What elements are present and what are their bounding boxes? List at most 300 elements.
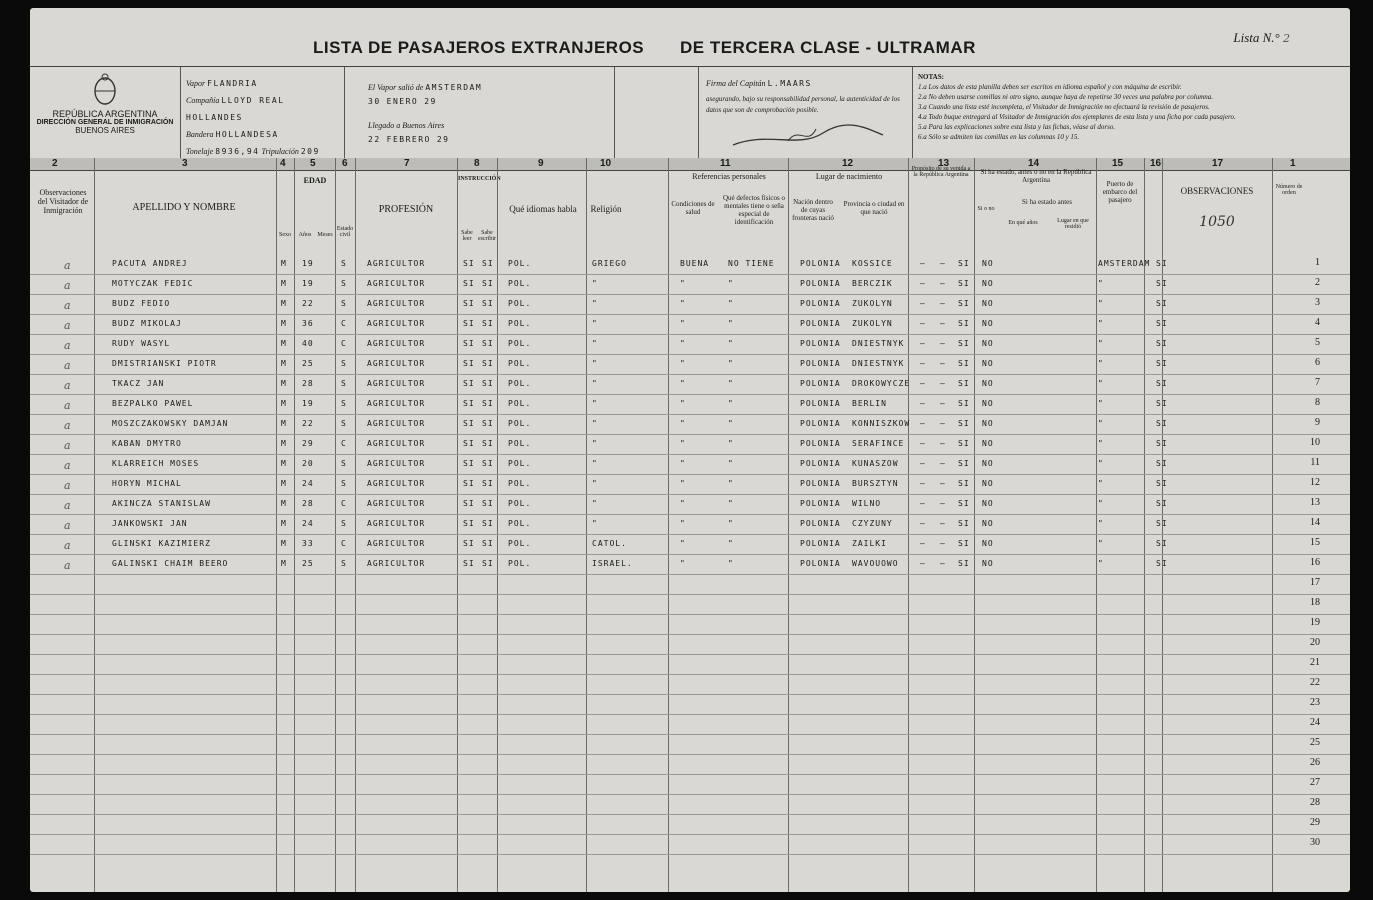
cell-civil: S <box>341 559 347 568</box>
cell-s2: SI <box>958 359 970 368</box>
cell-edad: 29 <box>302 439 314 448</box>
salio-dia: 30 <box>368 97 381 106</box>
hdr-si-no: Si o no <box>977 206 995 212</box>
hdr-religion: Religión <box>590 204 622 214</box>
hdr-puerto: Puerto de embarco del pasajero <box>1102 180 1138 204</box>
cell-prop: – <box>920 259 926 268</box>
cell-leer: SI <box>463 459 475 468</box>
hdr-estado-antes: Si ha estado, antes o no en la República Argentina <box>980 168 1092 184</box>
hdr-numero-orden: Número de orden <box>1275 184 1303 196</box>
cell-salud: " <box>680 499 686 508</box>
row-number: 19 <box>1310 617 1320 628</box>
cell-nacion: POLONIA <box>800 279 841 288</box>
nota-4: 4.a Todo buque entregará al Visitador de Inmigración dos ejemplares de esta lista y una ficha por cada pasajero. <box>918 113 1236 121</box>
cell-s2: SI <box>958 439 970 448</box>
tonelaje-label: Tonelaje <box>186 147 214 156</box>
cell-idioma: POL. <box>508 419 532 428</box>
cell-edad: 33 <box>302 539 314 548</box>
cell-prov: DNIESTNYK <box>852 359 905 368</box>
table-row <box>30 754 1350 775</box>
row-number: 30 <box>1310 837 1320 848</box>
cell-name: MOSZCZAKOWSKY DAMJAN <box>112 419 229 428</box>
col-num: 11 <box>720 158 731 169</box>
cell-edad: 19 <box>302 399 314 408</box>
cell-prop: – <box>920 359 926 368</box>
cell-puerto: " <box>1098 439 1104 448</box>
cell-prop: – <box>920 299 926 308</box>
hdr-nacion: Nación dentro de cuyas fronteras nació <box>792 198 834 222</box>
cell-edad: 28 <box>302 499 314 508</box>
cell-defectos: " <box>728 359 734 368</box>
table-row <box>30 514 1350 535</box>
cell-civil: S <box>341 419 347 428</box>
cell-nacion: POLONIA <box>800 379 841 388</box>
cell-prof: AGRICULTOR <box>367 499 426 508</box>
notes-block <box>912 67 1350 159</box>
table-row <box>30 374 1350 395</box>
cell-salud: " <box>680 479 686 488</box>
cell-defectos: " <box>728 279 734 288</box>
cell-name: JANKOWSKI JAN <box>112 519 188 528</box>
cell-relig: " <box>592 459 598 468</box>
row-number: 22 <box>1310 677 1320 688</box>
cell-c16: SI <box>1156 499 1168 508</box>
cell-name: RUDY WASYL <box>112 339 171 348</box>
cell-no: NO <box>982 479 994 488</box>
table-row <box>30 574 1350 595</box>
cell-leer: SI <box>463 299 475 308</box>
hdr-anos: Años <box>298 232 312 238</box>
row-number: 1 <box>1315 257 1320 268</box>
col-num: 1 <box>1290 158 1296 169</box>
cell-civil: C <box>341 319 347 328</box>
cell-idioma: POL. <box>508 479 532 488</box>
row-number: 2 <box>1315 277 1320 288</box>
cell-edad: 28 <box>302 379 314 388</box>
cell-relig: " <box>592 279 598 288</box>
cell-c16: SI <box>1156 479 1168 488</box>
cell-idioma: POL. <box>508 499 532 508</box>
cell-nacion: POLONIA <box>800 339 841 348</box>
col-num: 9 <box>538 158 544 169</box>
table-row <box>30 694 1350 715</box>
cell-name: BUDZ MIKOLAJ <box>112 319 182 328</box>
cell-escr: SI <box>482 439 494 448</box>
cell-no: NO <box>982 339 994 348</box>
table-row <box>30 734 1350 755</box>
bandera-label: Bandera <box>186 130 214 139</box>
cell-prof: AGRICULTOR <box>367 439 426 448</box>
cell-mark: a <box>64 359 72 372</box>
cell-sexo: M <box>281 379 287 388</box>
cell-s2: SI <box>958 339 970 348</box>
salio-de-value: AMSTERDAM <box>425 83 483 92</box>
cell-s1: – <box>940 419 946 428</box>
cell-name: PACUTA ANDREJ <box>112 259 188 268</box>
cell-edad: 36 <box>302 319 314 328</box>
cell-escr: SI <box>482 499 494 508</box>
cell-civil: S <box>341 519 347 528</box>
cell-defectos: " <box>728 519 734 528</box>
hdr-edad: EDAD <box>303 176 327 185</box>
cell-civil: S <box>341 359 347 368</box>
table-row <box>30 614 1350 635</box>
cell-sexo: M <box>281 519 287 528</box>
cell-escr: SI <box>482 319 494 328</box>
cell-relig: ISRAEL. <box>592 559 633 568</box>
row-number: 27 <box>1310 777 1320 788</box>
table-row <box>30 834 1350 855</box>
table-row <box>30 594 1350 615</box>
bandera-value: HOLLANDESA <box>215 130 279 139</box>
cell-salud: " <box>680 419 686 428</box>
cell-prop: – <box>920 339 926 348</box>
table-row <box>30 334 1350 355</box>
cell-escr: SI <box>482 259 494 268</box>
cell-nacion: POLONIA <box>800 439 841 448</box>
cell-prop: – <box>920 439 926 448</box>
cell-edad: 20 <box>302 459 314 468</box>
cell-s2: SI <box>958 419 970 428</box>
cell-prop: – <box>920 419 926 428</box>
cell-salud: BUENA <box>680 259 710 268</box>
nota-2: 2.a No deben usarse comillas ni otro signo, aunque haya de repetirse 30 veces una palabra por columna. <box>918 93 1214 101</box>
cell-leer: SI <box>463 419 475 428</box>
cell-defectos: " <box>728 399 734 408</box>
cell-edad: 24 <box>302 479 314 488</box>
cell-puerto: " <box>1098 539 1104 548</box>
cell-salud: " <box>680 379 686 388</box>
row-number: 25 <box>1310 737 1320 748</box>
table-row <box>30 414 1350 435</box>
hdr-idiomas: Qué idiomas habla <box>509 204 577 214</box>
cell-prov: WILNO <box>852 499 882 508</box>
cell-civil: S <box>341 459 347 468</box>
row-number: 9 <box>1315 417 1320 428</box>
cell-defectos: " <box>728 419 734 428</box>
cell-mark: a <box>64 399 72 412</box>
cell-prof: AGRICULTOR <box>367 559 426 568</box>
cell-escr: SI <box>482 459 494 468</box>
cell-s2: SI <box>958 559 970 568</box>
cell-civil: S <box>341 259 347 268</box>
table-row <box>30 474 1350 495</box>
cell-civil: S <box>341 379 347 388</box>
cell-salud: " <box>680 299 686 308</box>
cell-nacion: POLONIA <box>800 539 841 548</box>
row-number: 7 <box>1315 377 1320 388</box>
col-num: 2 <box>52 158 58 169</box>
hdr-meses: Meses <box>317 232 333 238</box>
cell-name: GALINSKI CHAIM BEERO <box>112 559 229 568</box>
cell-defectos: " <box>728 559 734 568</box>
row-number: 29 <box>1310 817 1320 828</box>
cell-edad: 22 <box>302 419 314 428</box>
cell-no: NO <box>982 399 994 408</box>
cell-relig: " <box>592 339 598 348</box>
cell-sexo: M <box>281 279 287 288</box>
cell-name: KABAN DMYTRO <box>112 439 182 448</box>
cell-s1: – <box>940 399 946 408</box>
cell-salud: " <box>680 539 686 548</box>
cell-edad: 24 <box>302 519 314 528</box>
cell-salud: " <box>680 399 686 408</box>
llegado-dia: 22 <box>368 135 381 144</box>
cell-prov: SERAFINCE <box>852 439 905 448</box>
cell-defectos: " <box>728 459 734 468</box>
cell-c16: SI <box>1156 439 1168 448</box>
cell-prop: – <box>920 499 926 508</box>
cell-s2: SI <box>958 299 970 308</box>
cell-sexo: M <box>281 359 287 368</box>
hdr-si-estado-antes: Si ha estado antes <box>1022 198 1072 206</box>
cell-edad: 19 <box>302 279 314 288</box>
cell-idioma: POL. <box>508 319 532 328</box>
cell-prof: AGRICULTOR <box>367 379 426 388</box>
cell-s1: – <box>940 539 946 548</box>
cell-puerto: " <box>1098 279 1104 288</box>
cell-escr: SI <box>482 399 494 408</box>
cell-s2: SI <box>958 479 970 488</box>
cell-mark: a <box>64 499 72 512</box>
table-row <box>30 354 1350 375</box>
cell-civil: S <box>341 399 347 408</box>
cell-s2: SI <box>958 279 970 288</box>
cell-leer: SI <box>463 479 475 488</box>
cell-prop: – <box>920 559 926 568</box>
hdr-sabe-leer: Sabe leer <box>461 230 473 242</box>
cell-mark: a <box>64 459 72 472</box>
cell-puerto: " <box>1098 399 1104 408</box>
cell-sexo: M <box>281 319 287 328</box>
tonelaje-value: 8936,94 <box>215 147 260 156</box>
cell-relig: CATOL. <box>592 539 627 548</box>
cell-nacion: POLONIA <box>800 559 841 568</box>
cell-nacion: POLONIA <box>800 459 841 468</box>
cell-prof: AGRICULTOR <box>367 419 426 428</box>
voyage-info <box>344 67 615 159</box>
cell-salud: " <box>680 559 686 568</box>
cell-salud: " <box>680 359 686 368</box>
cell-s2: SI <box>958 259 970 268</box>
cell-leer: SI <box>463 519 475 528</box>
cell-nacion: POLONIA <box>800 299 841 308</box>
cell-s2: SI <box>958 379 970 388</box>
salio-label: El Vapor salió de <box>368 83 424 92</box>
cell-relig: " <box>592 299 598 308</box>
cell-prop: – <box>920 379 926 388</box>
cell-idioma: POL. <box>508 279 532 288</box>
cell-mark: a <box>64 439 72 452</box>
cell-puerto: " <box>1098 359 1104 368</box>
cell-escr: SI <box>482 539 494 548</box>
cell-c16: SI <box>1156 299 1168 308</box>
table-row <box>30 314 1350 335</box>
cell-defectos: " <box>728 299 734 308</box>
cell-defectos: " <box>728 319 734 328</box>
cell-prop: – <box>920 319 926 328</box>
cell-edad: 25 <box>302 359 314 368</box>
cell-prov: ZAILKI <box>852 539 887 548</box>
row-number: 15 <box>1310 537 1320 548</box>
col-num: 6 <box>342 158 348 169</box>
cell-s2: SI <box>958 519 970 528</box>
cell-puerto: " <box>1098 339 1104 348</box>
institution-line-1: REPÚBLICA ARGENTINA <box>52 109 158 119</box>
table-row <box>30 454 1350 475</box>
cell-escr: SI <box>482 519 494 528</box>
lista-value: 2 <box>1283 32 1290 45</box>
cell-relig: " <box>592 519 598 528</box>
cell-prov: ZUKOLYN <box>852 319 893 328</box>
hdr-lugar-nacimiento: Lugar de nacimiento <box>815 172 883 181</box>
cell-relig: " <box>592 499 598 508</box>
salio-mes: ENERO <box>386 97 419 106</box>
cell-s1: – <box>940 279 946 288</box>
col-num: 15 <box>1112 158 1124 169</box>
cell-c16: SI <box>1156 559 1168 568</box>
cell-civil: C <box>341 439 347 448</box>
cell-prof: AGRICULTOR <box>367 359 426 368</box>
cell-s1: – <box>940 319 946 328</box>
row-number: 24 <box>1310 717 1320 728</box>
cell-nacion: POLONIA <box>800 259 841 268</box>
cell-relig: " <box>592 439 598 448</box>
cell-escr: SI <box>482 279 494 288</box>
cell-prof: AGRICULTOR <box>367 299 426 308</box>
cell-leer: SI <box>463 319 475 328</box>
cell-s1: – <box>940 479 946 488</box>
cell-c16: SI <box>1156 259 1168 268</box>
cell-puerto: " <box>1098 499 1104 508</box>
cell-c16: SI <box>1156 279 1168 288</box>
cell-s2: SI <box>958 399 970 408</box>
cell-name: TKACZ JAN <box>112 379 165 388</box>
cell-escr: SI <box>482 379 494 388</box>
cell-edad: 19 <box>302 259 314 268</box>
cell-escr: SI <box>482 359 494 368</box>
row-number: 6 <box>1315 357 1320 368</box>
cell-c16: SI <box>1156 379 1168 388</box>
hdr-sexo: Sexo <box>279 232 291 238</box>
hdr-referencias: Referencias personales <box>692 172 766 181</box>
table-row <box>30 394 1350 415</box>
cell-s2: SI <box>958 499 970 508</box>
cell-c16: SI <box>1156 419 1168 428</box>
cell-no: NO <box>982 319 994 328</box>
table-row <box>30 674 1350 695</box>
cell-no: NO <box>982 419 994 428</box>
cell-prov: CZYZUNY <box>852 519 893 528</box>
cell-civil: C <box>341 539 347 548</box>
cell-nacion: POLONIA <box>800 419 841 428</box>
hdr-provincia: Provincia o ciudad en que nació <box>843 200 905 216</box>
cell-mark: a <box>64 559 72 572</box>
cell-no: NO <box>982 379 994 388</box>
cell-s1: – <box>940 359 946 368</box>
row-number: 4 <box>1315 317 1320 328</box>
llegado-label: Llegado a Buenos Aires <box>368 121 445 130</box>
cell-puerto: " <box>1098 319 1104 328</box>
cell-civil: S <box>341 299 347 308</box>
cell-leer: SI <box>463 559 475 568</box>
cell-civil: C <box>341 339 347 348</box>
cell-s2: SI <box>958 319 970 328</box>
cell-idioma: POL. <box>508 379 532 388</box>
cell-no: NO <box>982 539 994 548</box>
cell-name: AKINCZA STANISLAW <box>112 499 211 508</box>
cell-puerto: " <box>1098 459 1104 468</box>
cell-puerto: " <box>1098 299 1104 308</box>
lista-number <box>1233 30 1290 46</box>
cell-leer: SI <box>463 499 475 508</box>
cell-leer: SI <box>463 379 475 388</box>
institution-line-2: DIRECCIÓN GENERAL DE INMIGRACIÓN <box>36 119 174 126</box>
cell-prov: ZUKOLYN <box>852 299 893 308</box>
table-row <box>30 494 1350 515</box>
row-number: 8 <box>1315 397 1320 408</box>
cell-prop: – <box>920 479 926 488</box>
cell-prov: KONNISZKOW <box>852 419 911 428</box>
row-number: 10 <box>1310 437 1320 448</box>
cell-prof: AGRICULTOR <box>367 519 426 528</box>
row-number: 28 <box>1310 797 1320 808</box>
hdr-instruccion: INSTRUCCIÓN <box>458 176 501 182</box>
col-num: 10 <box>600 158 612 169</box>
col-num: 8 <box>474 158 480 169</box>
cell-s2: SI <box>958 459 970 468</box>
cell-mark: a <box>64 419 72 432</box>
cell-prop: – <box>920 459 926 468</box>
cell-sexo: M <box>281 259 287 268</box>
cell-mark: a <box>64 259 72 272</box>
cell-leer: SI <box>463 359 475 368</box>
table-row <box>30 534 1350 555</box>
cell-name: BEZPALKO PAWEL <box>112 399 194 408</box>
title-right: DE TERCERA CLASE - ULTRAMAR <box>680 38 976 57</box>
cell-mark: a <box>64 379 72 392</box>
cell-mark: a <box>64 479 72 492</box>
cell-prof: AGRICULTOR <box>367 479 426 488</box>
cell-mark: a <box>64 299 72 312</box>
cell-s1: – <box>940 299 946 308</box>
cell-leer: SI <box>463 399 475 408</box>
llegado-anio: 29 <box>436 135 450 144</box>
ship-info <box>180 67 345 159</box>
cell-nacion: POLONIA <box>800 359 841 368</box>
cell-leer: SI <box>463 279 475 288</box>
table-row <box>30 294 1350 315</box>
cell-no: NO <box>982 499 994 508</box>
capitan-label: Firma del Capitán <box>706 79 766 88</box>
cell-puerto: " <box>1098 559 1104 568</box>
cell-prop: – <box>920 399 926 408</box>
compania-label: Compañía <box>186 96 220 105</box>
cell-leer: SI <box>463 539 475 548</box>
cell-c16: SI <box>1156 339 1168 348</box>
cell-prov: KUNASZOW <box>852 459 899 468</box>
table-row <box>30 274 1350 295</box>
cell-c16: SI <box>1156 459 1168 468</box>
cell-relig: " <box>592 479 598 488</box>
col-num: 17 <box>1212 158 1224 169</box>
cell-s2: SI <box>958 539 970 548</box>
lista-label: Lista N.° <box>1233 30 1280 45</box>
table-row <box>30 434 1350 455</box>
row-number: 21 <box>1310 657 1320 668</box>
cell-name: HORYN MICHAL <box>112 479 182 488</box>
cell-sexo: M <box>281 539 287 548</box>
